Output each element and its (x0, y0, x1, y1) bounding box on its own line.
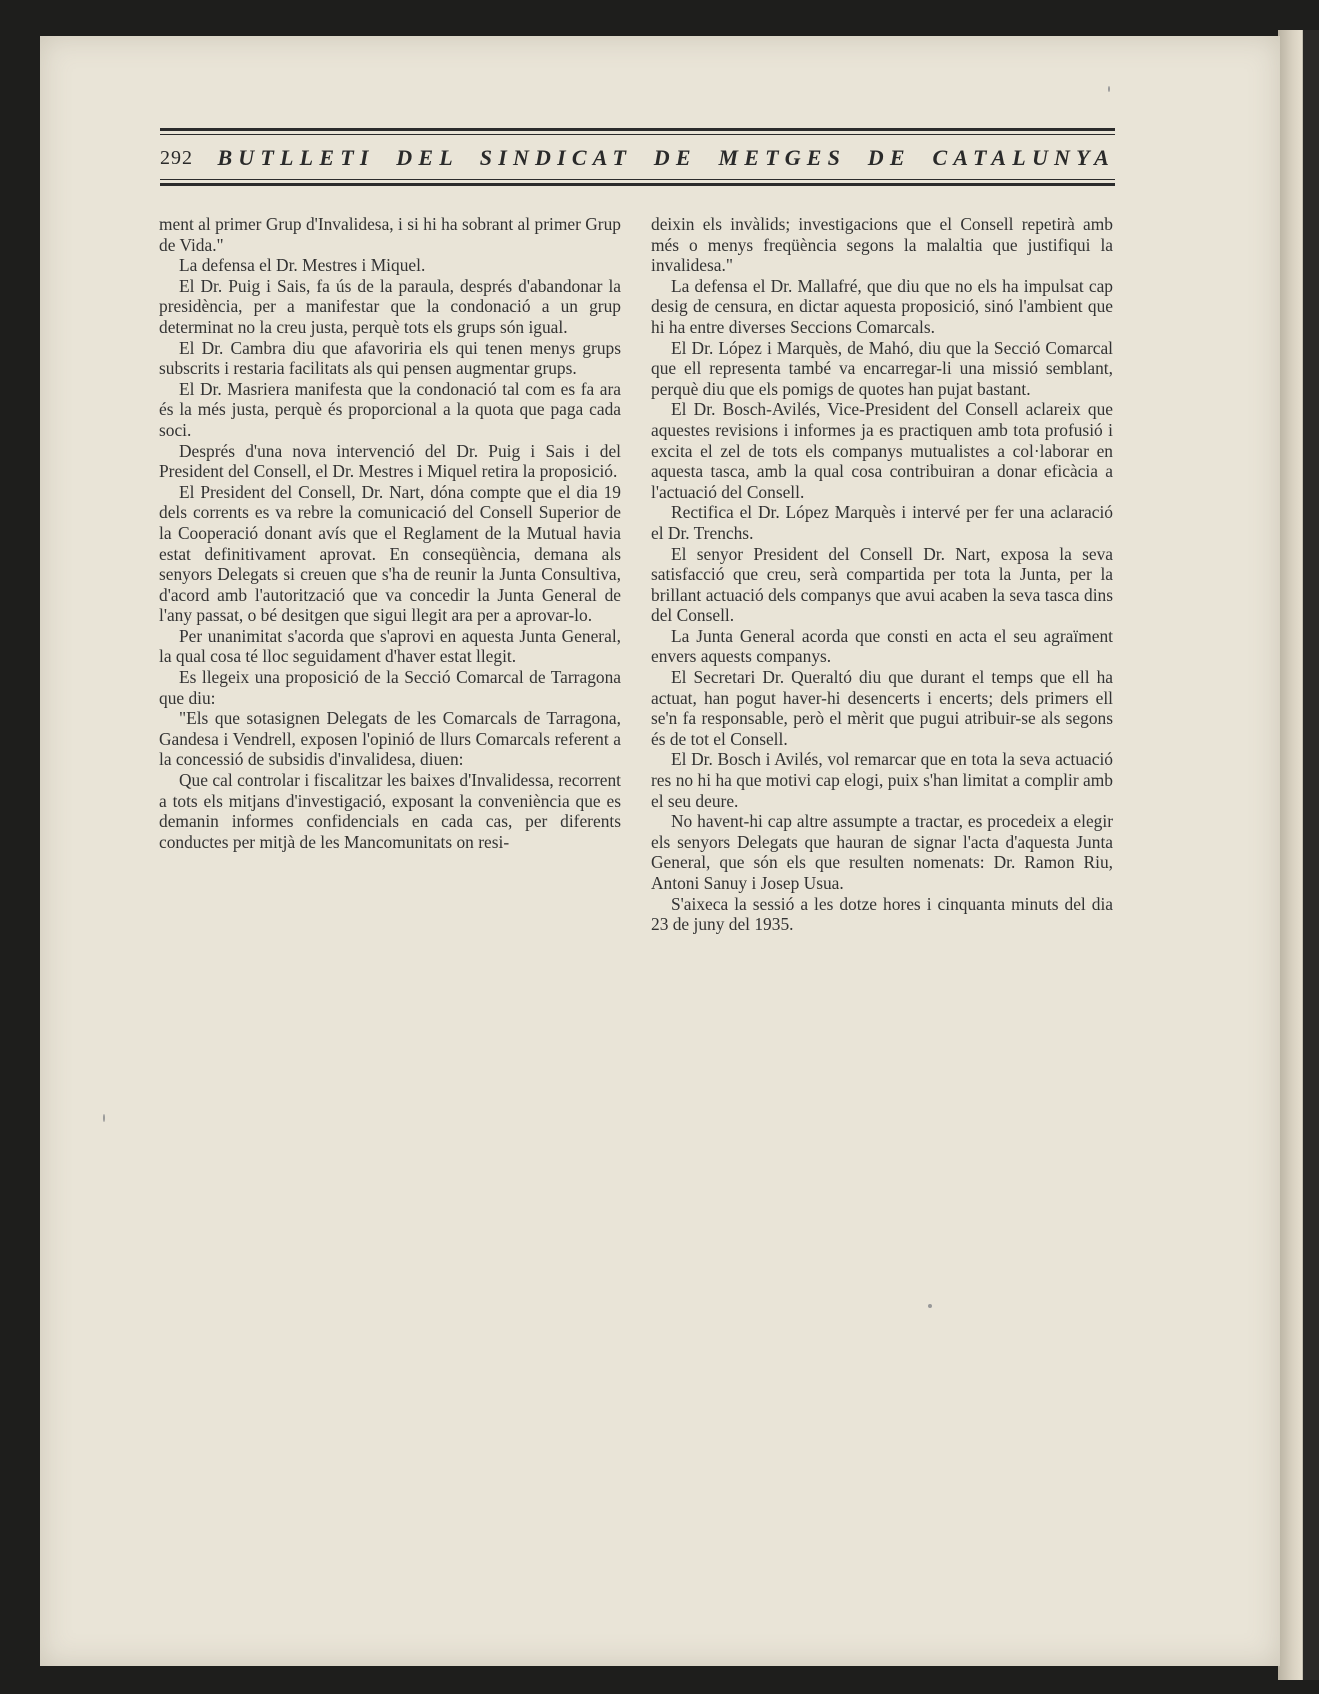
paragraph: No havent-hi cap altre assumpte a tractar, es procedeix a elegir els senyors Delegats que hauran de signar l'acta d'aquesta Junta General, que són els que resulten nomenats: Dr. Ramon Riu, Antoni Sanuy i Josep Usua. (651, 811, 1113, 893)
paragraph: La Junta General acorda que consti en acta el seu agraïment envers aquests companys. (651, 625, 1113, 667)
paragraph: El Secretari Dr. Queraltó diu que durant el temps que ell ha actuat, han pogut haver-hi desencerts i encerts; dels primers ell se'n fa responsable, però el mèrit que pugui atribuir-se als segons és de tot el Consell. (651, 667, 1113, 749)
header-rule (160, 179, 1115, 180)
paragraph: El Dr. Bosch-Avilés, Vice-President del Consell aclareix que aquestes revisions i informes ja es practiquen amb tota profusió i excita el zel de tots els companys mutualistes a col·laborar en aquesta tasca, amb la qual cosa contribuiran a donar eficàcia a l'actuació del Consell. (651, 399, 1113, 502)
paragraph: El senyor President del Consell Dr. Nart, exposa la seva satisfacció que creu, serà compartida per tota la Junta, per la brillant actuació dels companys que avui acaben la seva tasca dins del Consell. (651, 543, 1113, 626)
page-number: 292 (160, 146, 193, 169)
paragraph: El Dr. Puig i Sais, fa ús de la paraula, després d'abandonar la presidència, per a manifestar que la condonació a un grup determinat no la creu justa, perquè tots els grups són igual. (159, 275, 621, 337)
paragraph: Per unanimitat s'acorda que s'aprovi en aquesta Junta General, la qual cosa té lloc seguidament d'haver estat llegit. (159, 625, 621, 667)
paragraph: Rectifica el Dr. López Marquès i intervé per fer una aclaració el Dr. Trenchs. (651, 502, 1113, 543)
paragraph: Després d'una nova intervenció del Dr. Puig i Sais i del President del Consell, el Dr. Mestres i Miquel retira la proposició. (159, 440, 621, 482)
paragraph: El Dr. Masriera manifesta que la condonació tal com es fa ara és la més justa, perquè és proporcional a la quota que paga cada soci. (159, 378, 621, 440)
paragraph: Es llegeix una proposició de la Secció Comarcal de Tarragona que diu: (159, 667, 621, 708)
paragraph: deixin els invàlids; investigacions que el Consell repetirà amb més o menys freqüència segons la malaltia que justifiqui la invalidesa." (651, 214, 1113, 276)
paragraph: El Dr. López i Marquès, de Mahó, diu que la Secció Comarcal que ell representa també va encarregar-li una missió semblant, perquè diu que els pomigs de quotes han pujat bastant. (651, 337, 1113, 399)
paper-speck (928, 1304, 932, 1308)
paper-speck (1108, 86, 1110, 92)
header-rule (160, 183, 1115, 186)
paragraph: La defensa el Dr. Mestres i Miquel. (179, 255, 426, 276)
page-header (160, 126, 1115, 196)
paragraph: El Dr. Bosch i Avilés, vol remarcar que en tota la seva actuació res no hi ha que motivi cap elogi, puix s'han limitat a complir amb el seu deure. (651, 749, 1113, 811)
paper-speck (103, 1114, 105, 1122)
paragraph: "Els que sotasignen Delegats de les Comarcals de Tarragona, Gandesa i Vendrell, exposen l'opinió de llurs Comarcals referent a la concessió de subsidis d'invalidesa, diuen: (159, 708, 621, 770)
paragraph: ment al primer Grup d'Invalidesa, i si hi ha sobrant al primer Grup de Vida." (159, 214, 621, 255)
paragraph: Que cal controlar i fiscalitzar les baixes d'Invalidessa, recorrent a tots els mitjans d'investigació, exposant la conveniència que es demanin informes confidencials en cada cas, per diferents conductes per mitjà de les Mancomunitats on resi- (159, 770, 621, 852)
paragraph: La defensa el Dr. Mallafré, que diu que no els ha impulsat cap desig de censura, en dictar aquesta proposició, sinó l'ambient que hi ha entre diverses Seccions Comarcals. (651, 275, 1113, 337)
scan-edge (1278, 30, 1319, 1680)
header-row (160, 142, 1115, 174)
paragraph: S'aixeca la sessió a les dotze hores i cinquanta minuts del dia 23 de juny del 1935. (651, 893, 1113, 935)
text-column-left (159, 214, 621, 852)
text-column-right (651, 214, 1113, 935)
paragraph: El Dr. Cambra diu que afavoriria els qui tenen menys grups subscrits i restaria facilitats als qui pensen augmentar grups. (159, 337, 621, 379)
header-rule (160, 128, 1115, 131)
paragraph: El President del Consell, Dr. Nart, dóna compte que el dia 19 dels corrents es va rebre la comunicació del Consell Superior de la Cooperació donant avís que el Reglament de la Mutual havia estat definitivament aprovat. En conseqüència, demana als senyors Delegats si creuen que s'ha de reunir la Junta Consultiva, d'acord amb l'autorització que va concedir la Junta General de l'any passat, o bé desitgen que sigui llegit ara per a aprovar-lo. (159, 481, 621, 626)
header-rule (160, 134, 1115, 135)
journal-title: BUTLLETI DEL SINDICAT DE METGES DE CATALUNYA (217, 145, 1115, 170)
